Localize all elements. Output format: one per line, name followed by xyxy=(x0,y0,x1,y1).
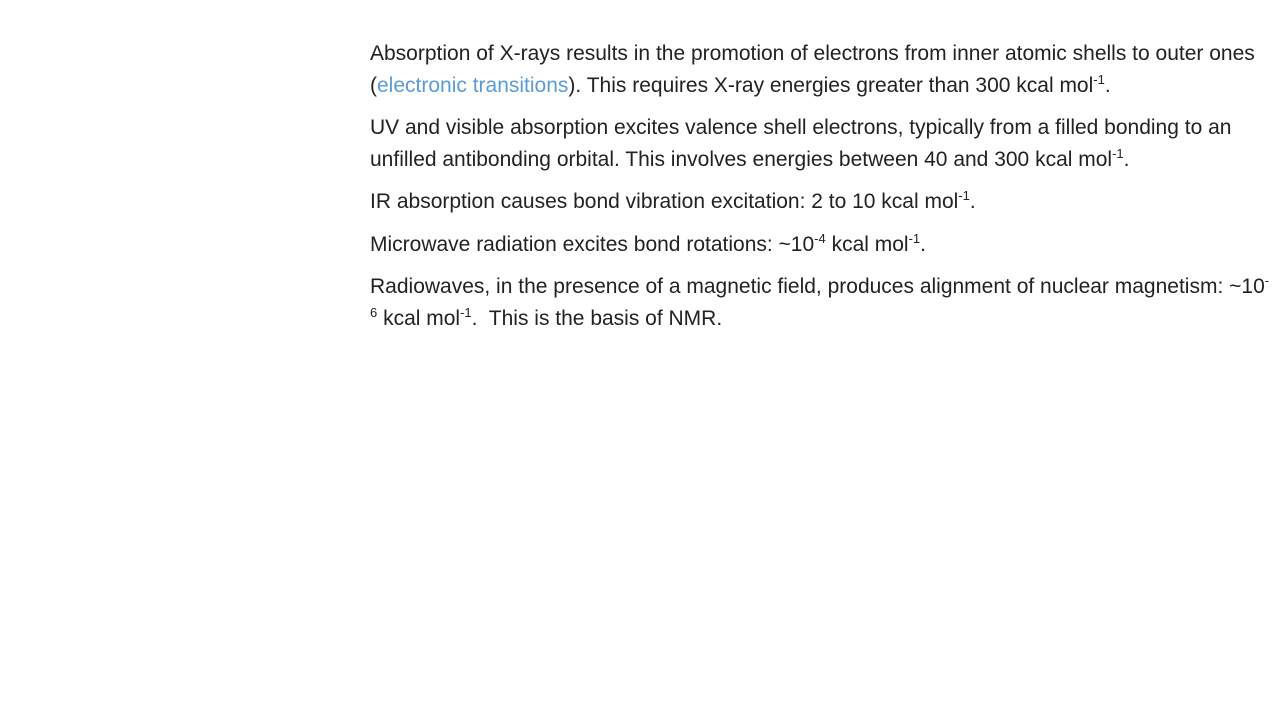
microwave-unit-text: kcal mol xyxy=(825,232,909,256)
ir-unit-exponent: -1 xyxy=(958,188,970,203)
ir-text-end: . xyxy=(969,190,976,213)
microwave-unit-exponent: -1 xyxy=(908,230,921,246)
radiowave-power-exponent: -6 xyxy=(370,273,1270,320)
uv-visible-text-end: . xyxy=(1123,147,1130,171)
x-ray-text-start: Absorption of X-rays results in the promotion of electrons from inner atomic shells to outer ones ( xyxy=(370,42,1255,97)
radiowave-text-end: . This is the basis of NMR. xyxy=(471,306,723,330)
paragraph-microwave xyxy=(370,229,1270,261)
paragraph-x-ray xyxy=(370,38,1270,101)
ir-text: IR absorption causes bond vibration excitation: 2 to 10 kcal mol xyxy=(370,190,959,213)
uv-visible-text: UV and visible absorption excites valence shell electrons, typically from a filled bonding to an unfilled antibonding orbital. This involves energies between 40 and 300 kcal mol xyxy=(370,116,1232,171)
radiowave-text: Radiowaves, in the presence of a magnetic field, produces alignment of nuclear magnetism: ~10 xyxy=(370,275,1265,298)
uv-visible-unit-exponent: -1 xyxy=(1112,145,1124,161)
microwave-power-exponent: -4 xyxy=(814,230,826,246)
electronic-transitions-highlight: electronic transitions xyxy=(377,73,569,97)
radiowave-unit-text: kcal mol xyxy=(377,306,461,330)
paragraph-radiowave xyxy=(370,271,1270,334)
paragraph-uv-visible xyxy=(370,112,1270,175)
x-ray-unit-exponent: -1 xyxy=(1093,71,1105,87)
x-ray-text-end: . xyxy=(1104,73,1111,97)
radiowave-unit-exponent: -1 xyxy=(460,304,472,320)
paragraph-ir xyxy=(370,186,1270,218)
microwave-text: Microwave radiation excites bond rotations: ~10 xyxy=(370,232,815,256)
slide-body-text xyxy=(370,38,1270,345)
microwave-text-end: . xyxy=(920,232,926,256)
x-ray-text-middle: ). This requires X-ray energies greater than 300 kcal mol xyxy=(568,73,1094,97)
